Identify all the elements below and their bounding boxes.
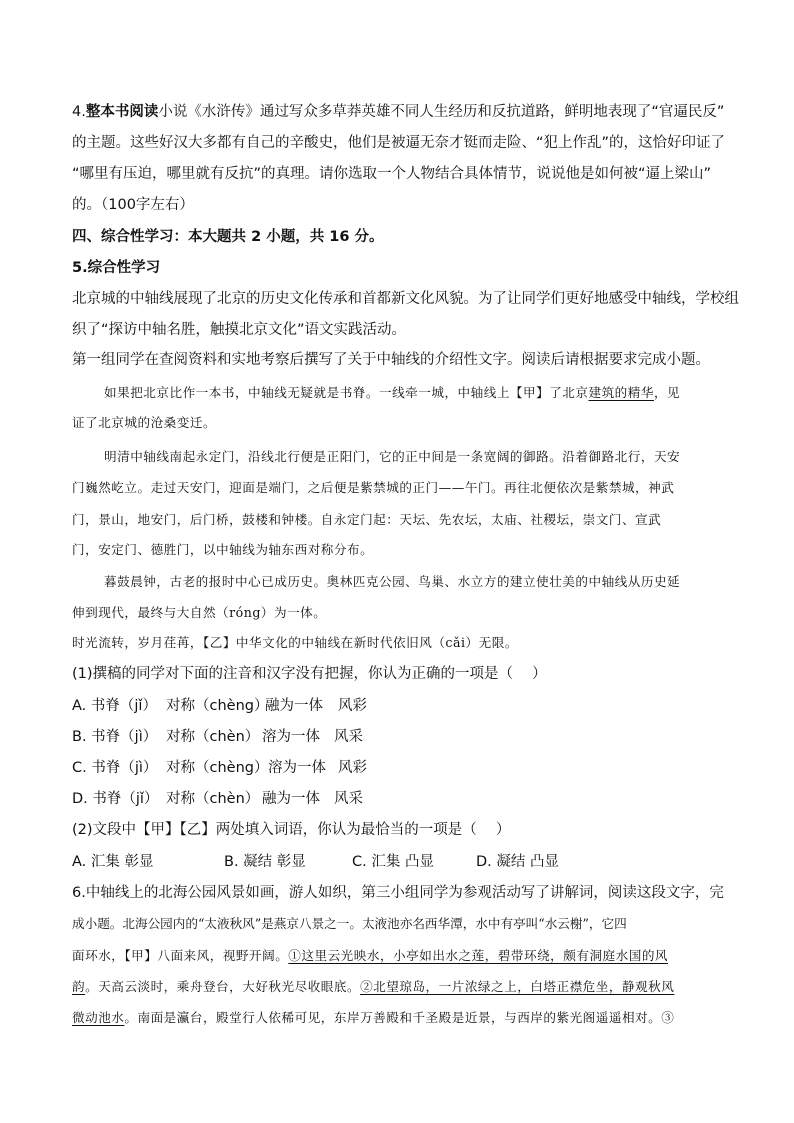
passage-p2-line-4: 门，安定门、德胜门，以中轴线为轴东西对称分布。	[72, 542, 374, 557]
q5-sub1-option-b-part4: 风采	[334, 729, 363, 745]
section-4-text-a: 四、综合性学习：本大题共	[72, 229, 252, 245]
passage-p1-text: 如果把北京比作一本书，中轴线无疑就是书脊。一线牵一城，中轴线上【甲】了北京	[104, 385, 589, 400]
section-4-count: 2	[251, 229, 262, 245]
q4-line-3: “哪里有压迫，哪里就有反抗”的真理。请你选取一个人物结合具体情节，说说他是如何被“逼上梁山”	[72, 166, 712, 182]
q4-text-1: 小说《水浒传》通过写众多草莽英雄不同人生经历和反抗道路，鲜明地表现了“官逼民反”	[158, 104, 725, 120]
q5-sub1-option-d-part3: 融为一体	[262, 791, 320, 807]
q6-underlined-2-end: 微动池水	[72, 1010, 125, 1025]
q5-sub1-option-d-part4: 风采	[334, 791, 363, 807]
q5-sub1-option-c-part3: 溶为一体	[268, 760, 326, 776]
passage-p1-line-2: 证了北京城的沧桑变迁。	[72, 415, 217, 430]
q5-sub1-option-a-part3: 融为一体	[265, 698, 323, 714]
section-4-text-b: 小题，共	[261, 229, 330, 245]
q5-sub1-option-b-part1[interactable]: B. 书脊（jì）	[72, 729, 158, 745]
q6-line-1: 6.中轴线上的北海公园风景如画，游人如织，第三小组同学为参观活动写了讲解词，阅读这段文字，完	[72, 885, 724, 901]
q6-text-2: 成小题。北海公园内的“太液秋风”是燕京八景之一。太液池亦名西华潭，水中有亭叫“水云榭”，它四	[72, 916, 627, 931]
q5-sub1-option-a-part4: 风彩	[338, 698, 367, 714]
q5-sub1-option-a-part1[interactable]: A. 书脊（jǐ）	[72, 698, 157, 714]
q5-sub2-option-a[interactable]: A. 汇集 彰显	[72, 854, 154, 870]
q4-label: 整本书阅读	[85, 104, 159, 120]
passage-p3-line-1: 暮鼓晨钟，古老的报时中心已成历史。奥林匹克公园、鸟巢、水立方的建立使壮美的中轴线从历史延	[104, 574, 681, 589]
section-4-score: 16	[329, 229, 350, 245]
passage-p4-line: 时光流转，岁月荏苒，【乙】中华文化的中轴线在新时代依旧风（cǎi）无限。	[72, 635, 518, 650]
q5-sub1-option-d-part2: 对称（chèn）	[166, 791, 260, 807]
q4-line-1	[72, 102, 724, 122]
q6-line-3	[72, 946, 668, 966]
passage-p1-text-end: ，见	[653, 385, 681, 400]
q6-text-5: 。南面是瀛台，殿堂行人依稀可见，东岸万善殿和千圣殿是近景，与西岸的紫光阁遥遥相对。③	[124, 1010, 675, 1025]
q5-title: 5.综合性学习	[72, 260, 161, 276]
q6-text-4: 。天高云淡时，乘舟登台，大好秋光尽收眼底。	[85, 979, 361, 994]
q4-line-4: 的。（100字左右）	[72, 197, 194, 213]
passage-p1-underlined: 建筑的精华	[588, 385, 654, 400]
q5-sub2-stem: (2)文段中【甲】【乙】两处填入词语，你认为最恰当的一项是（ ）	[72, 822, 511, 838]
q5-intro-2: 织了“探访中轴名胜，触摸北京文化”语文实践活动。	[72, 322, 407, 338]
passage-p2-line-3: 门，景山，地安门，后门桥，鼓楼和钟楼。自永定门起：天坛、先农坛，太庙、社稷坛，崇文门、宣武	[72, 512, 662, 527]
q4-line-2: 的主题。这些好汉大多都有自己的辛酸史，他们是被逼无奈才铤而走险、“犯上作乱”的，这恰好印证了	[72, 135, 726, 151]
q6-underlined-1: ①这里云光映水，小亭如出水之莲，碧带环绕，颇有洞庭水国的风	[288, 948, 669, 963]
q6-underlined-1-end: 韵	[72, 979, 86, 994]
q5-sub1-option-b-part2: 对称（chèn）	[166, 729, 260, 745]
q4-number: 4.	[72, 104, 86, 120]
q5-sub2-option-d[interactable]: D. 凝结 凸显	[476, 854, 559, 870]
q5-intro-1: 北京城的中轴线展现了北京的历史文化传承和首都新文化风貌。为了让同学们更好地感受中轴线，学校组	[72, 291, 739, 307]
q5-sub2-option-c[interactable]: C. 汇集 凸显	[352, 854, 434, 870]
q6-line-5	[72, 1008, 674, 1028]
q5-sub1-option-a-part2: 对称（chèng）	[166, 698, 269, 714]
section-4-text-c: 分。	[349, 229, 384, 245]
section-4-header	[72, 227, 384, 247]
q6-text-3: 面环水，【甲】八面来风，视野开阔。	[72, 948, 289, 963]
q5-sub1-option-c-part4: 风彩	[338, 760, 367, 776]
q5-sub1-option-d-part1[interactable]: D. 书脊（jǐ）	[72, 791, 159, 807]
q5-sub2-option-b[interactable]: B. 凝结 彰显	[224, 854, 306, 870]
q6-line-2	[72, 914, 627, 934]
q5-sub1-option-c-part2: 对称（chèng）	[166, 760, 269, 776]
q6-line-4	[72, 977, 674, 997]
passage-p1-line-1	[104, 383, 680, 403]
q5-intro-3: 第一组同学在查阅资料和实地考察后撰写了关于中轴线的介绍性文字。阅读后请根据要求完成小题。	[72, 352, 710, 368]
q5-sub1-option-b-part3: 溶为一体	[262, 729, 320, 745]
q5-sub1-stem: (1)撰稿的同学对下面的注音和汉字没有把握，你认为正确的一项是（ ）	[72, 666, 547, 682]
q5-sub1-option-c-part1[interactable]: C. 书脊（jì）	[72, 760, 158, 776]
passage-p2-line-2: 门巍然屹立。走过天安门，迎面是端门，之后便是紫禁城的正门——午门。再往北便依次是紫禁城，神武	[72, 480, 675, 495]
q6-underlined-2: ②北望琼岛，一片浓绿之上，白塔正襟危坐，静观秋风	[360, 979, 675, 994]
passage-p3-line-2: 伸到现代，最终与大自然（róng）为一体。	[72, 605, 327, 620]
passage-p2-line-1: 明清中轴线南起永定门，沿线北行便是正阳门，它的正中间是一条宽阔的御路。沿着御路北行，天安	[104, 449, 681, 464]
